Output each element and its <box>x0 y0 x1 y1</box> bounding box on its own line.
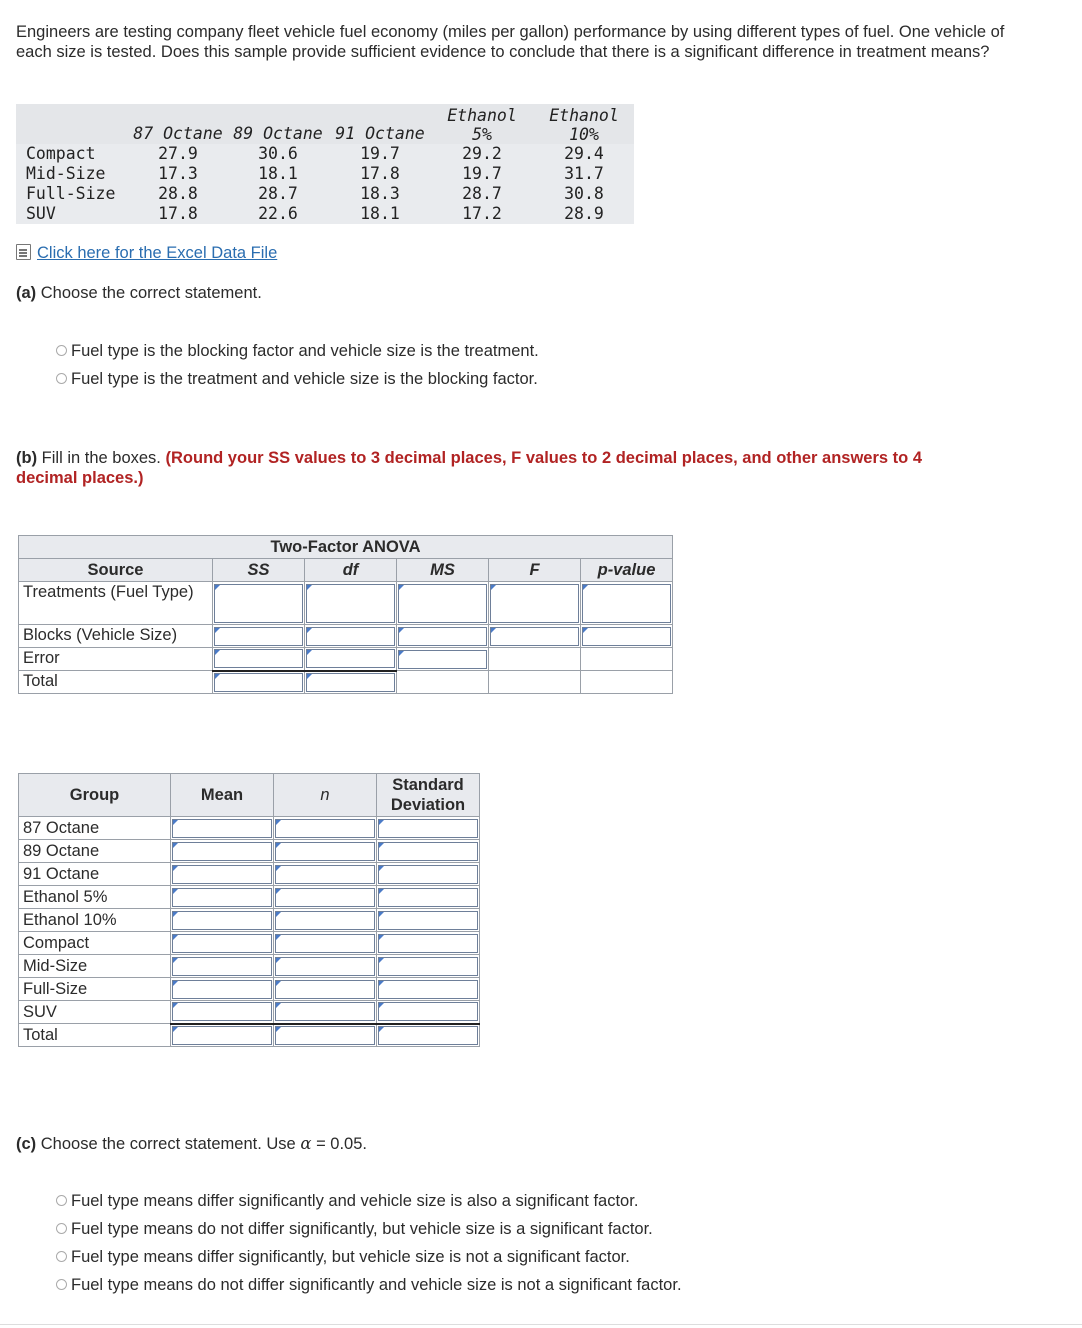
cell: 17.3 <box>130 164 226 184</box>
table-row <box>19 648 673 671</box>
n-input[interactable] <box>275 934 375 953</box>
cell: 28.9 <box>534 204 634 224</box>
n-input[interactable] <box>275 1002 375 1021</box>
cell: 28.7 <box>430 184 534 204</box>
radio-button[interactable] <box>56 345 67 356</box>
df-cell <box>305 625 397 648</box>
option-label: Fuel type means do not differ significantly and vehicle size is not a significant factor. <box>71 1276 682 1294</box>
mean-input[interactable] <box>172 980 272 999</box>
sd-cell <box>377 955 480 978</box>
mean-input[interactable] <box>172 911 272 930</box>
pvalue-input[interactable] <box>582 627 671 646</box>
sd-input[interactable] <box>378 888 478 907</box>
pvalue-cell <box>581 582 673 625</box>
ss-cell <box>213 671 305 694</box>
sd-input[interactable] <box>378 1002 478 1021</box>
ms-cell <box>397 648 489 671</box>
table-row <box>19 1001 480 1024</box>
n-cell <box>274 817 377 840</box>
mean-cell <box>171 817 274 840</box>
mean-input[interactable] <box>172 865 272 884</box>
sd-input[interactable] <box>378 1026 478 1045</box>
n-input[interactable] <box>275 819 375 838</box>
n-cell <box>274 955 377 978</box>
anova-title: Two-Factor ANOVA <box>19 536 673 559</box>
alpha-value: = 0.05. <box>316 1135 367 1153</box>
mean-cell <box>171 1024 274 1047</box>
part-b-label: (b) <box>16 449 38 467</box>
mean-cell <box>171 863 274 886</box>
n-input[interactable] <box>275 957 375 976</box>
n-input[interactable] <box>275 888 375 907</box>
ms-cell <box>397 625 489 648</box>
table-row <box>16 164 634 184</box>
empty-cell <box>581 671 673 694</box>
ss-input[interactable] <box>214 649 303 668</box>
ms-input[interactable] <box>398 584 487 623</box>
part-c-prompt <box>16 1134 367 1154</box>
option-label: Fuel type means differ significantly and vehicle size is also a significant factor. <box>71 1192 639 1210</box>
df-cell <box>305 671 397 694</box>
table-row <box>19 1024 480 1047</box>
n-input[interactable] <box>275 1026 375 1045</box>
n-cell <box>274 1001 377 1024</box>
radio-button[interactable] <box>56 1251 67 1262</box>
part-c-option[interactable] <box>56 1276 682 1295</box>
cell: 18.3 <box>330 184 430 204</box>
sd-cell <box>377 840 480 863</box>
sd-cell <box>377 932 480 955</box>
group-header: Mean <box>171 774 274 817</box>
mean-input[interactable] <box>172 1002 272 1021</box>
fuel-data-table <box>16 104 634 224</box>
n-cell <box>274 978 377 1001</box>
group-label: Full-Size <box>19 978 171 1001</box>
anova-source: Error <box>19 648 213 671</box>
radio-button[interactable] <box>56 1195 67 1206</box>
mean-cell <box>171 886 274 909</box>
group-label: Ethanol 10% <box>19 909 171 932</box>
divider <box>0 1324 1082 1325</box>
anova-table <box>18 535 673 694</box>
f-input[interactable] <box>490 627 579 646</box>
cell: 18.1 <box>330 204 430 224</box>
cell: 29.4 <box>534 144 634 164</box>
empty-cell <box>397 671 489 694</box>
df-input[interactable] <box>306 673 395 692</box>
row-label: SUV <box>16 204 130 224</box>
cell: 18.1 <box>226 164 330 184</box>
sd-cell <box>377 863 480 886</box>
table-row <box>19 625 673 648</box>
table-row <box>19 582 673 625</box>
cell: 29.2 <box>430 144 534 164</box>
part-c-text: Choose the correct statement. Use <box>40 1135 296 1153</box>
n-input[interactable] <box>275 842 375 861</box>
sd-cell <box>377 1001 480 1024</box>
df-cell <box>305 648 397 671</box>
table-row <box>16 204 634 224</box>
row-label: Compact <box>16 144 130 164</box>
mean-cell <box>171 978 274 1001</box>
group-header: Standard Deviation <box>377 774 480 817</box>
part-c-option[interactable] <box>56 1192 638 1211</box>
option-label: Fuel type is the treatment and vehicle size is the blocking factor. <box>71 370 538 388</box>
part-b-prompt <box>16 448 976 488</box>
sd-input[interactable] <box>378 980 478 999</box>
cell: 17.8 <box>130 204 226 224</box>
empty-cell <box>489 648 581 671</box>
part-a-prompt <box>16 284 262 303</box>
sd-cell <box>377 817 480 840</box>
cell: 28.7 <box>226 184 330 204</box>
cell: 17.8 <box>330 164 430 184</box>
group-header: Group <box>19 774 171 817</box>
mean-input[interactable] <box>172 1026 272 1045</box>
empty-cell <box>489 671 581 694</box>
col-header <box>534 104 634 144</box>
df-input[interactable] <box>306 627 395 646</box>
sd-cell <box>377 978 480 1001</box>
sd-cell <box>377 1024 480 1047</box>
f-input[interactable] <box>490 584 579 623</box>
cell: 22.6 <box>226 204 330 224</box>
part-a-option[interactable] <box>56 342 539 361</box>
table-row <box>19 840 480 863</box>
mean-cell <box>171 955 274 978</box>
cell: 28.8 <box>130 184 226 204</box>
pvalue-cell <box>581 625 673 648</box>
group-label: 91 Octane <box>19 863 171 886</box>
table-row <box>19 817 480 840</box>
mean-cell <box>171 1001 274 1024</box>
anova-header: MS <box>397 559 489 582</box>
ms-input[interactable] <box>398 627 487 646</box>
table-row <box>19 955 480 978</box>
cell: 30.8 <box>534 184 634 204</box>
anova-source: Total <box>19 671 213 694</box>
anova-header: F <box>489 559 581 582</box>
excel-data-link[interactable] <box>16 244 277 263</box>
group-label: 89 Octane <box>19 840 171 863</box>
f-cell <box>489 625 581 648</box>
option-label: Fuel type is the blocking factor and vehicle size is the treatment. <box>71 342 539 360</box>
n-cell <box>274 909 377 932</box>
pvalue-input[interactable] <box>582 584 671 623</box>
part-c-option[interactable] <box>56 1220 653 1239</box>
cell: 17.2 <box>430 204 534 224</box>
rounding-instruction: (Round your SS values to 3 decimal places, F values to 2 decimal places, and other answers to 4 decimal places.) <box>16 449 923 487</box>
cell: 19.7 <box>430 164 534 184</box>
corner-cell <box>16 104 130 144</box>
option-label: Fuel type means differ significantly, but vehicle size is not a significant factor. <box>71 1248 630 1266</box>
anova-source: Treatments (Fuel Type) <box>19 582 213 625</box>
cell: 31.7 <box>534 164 634 184</box>
mean-input[interactable] <box>172 888 272 907</box>
df-cell <box>305 582 397 625</box>
anova-source: Blocks (Vehicle Size) <box>19 625 213 648</box>
group-header: n <box>274 774 377 817</box>
df-input[interactable] <box>306 584 395 623</box>
part-a-text: Choose the correct statement. <box>40 284 262 302</box>
anova-header: Source <box>19 559 213 582</box>
radio-button[interactable] <box>56 1223 67 1234</box>
mean-input[interactable] <box>172 957 272 976</box>
empty-cell <box>581 648 673 671</box>
option-label: Fuel type means do not differ significantly, but vehicle size is a significant factor. <box>71 1220 653 1238</box>
col-header: 87 Octane <box>130 104 226 144</box>
n-input[interactable] <box>275 865 375 884</box>
radio-button[interactable] <box>56 1279 67 1290</box>
ss-input[interactable] <box>214 627 303 646</box>
table-row <box>19 671 673 694</box>
n-cell <box>274 886 377 909</box>
col-header <box>430 104 534 144</box>
anova-header: df <box>305 559 397 582</box>
part-c-label: (c) <box>16 1135 37 1153</box>
ss-cell <box>213 582 305 625</box>
col-header: 91 Octane <box>330 104 430 144</box>
sd-input[interactable] <box>378 934 478 953</box>
sd-input[interactable] <box>378 911 478 930</box>
alpha-symbol: α <box>300 1134 312 1153</box>
part-a-label: (a) <box>16 284 37 302</box>
group-label: Ethanol 5% <box>19 886 171 909</box>
ms-input[interactable] <box>398 650 487 669</box>
group-label: Mid-Size <box>19 955 171 978</box>
sd-cell <box>377 886 480 909</box>
sd-input[interactable] <box>378 865 478 884</box>
sd-input[interactable] <box>378 957 478 976</box>
mean-cell <box>171 932 274 955</box>
table-row <box>19 978 480 1001</box>
group-label: SUV <box>19 1001 171 1024</box>
n-cell <box>274 932 377 955</box>
n-cell <box>274 863 377 886</box>
document-icon <box>16 244 31 260</box>
anova-header: p-value <box>581 559 673 582</box>
radio-button[interactable] <box>56 373 67 384</box>
cell: 30.6 <box>226 144 330 164</box>
table-row <box>16 144 634 164</box>
mean-cell <box>171 909 274 932</box>
part-c-option[interactable] <box>56 1248 630 1267</box>
table-row <box>19 909 480 932</box>
group-label: 87 Octane <box>19 817 171 840</box>
mean-input[interactable] <box>172 819 272 838</box>
ms-cell <box>397 582 489 625</box>
col-header-line: Ethanol 5% <box>447 106 517 144</box>
mean-input[interactable] <box>172 934 272 953</box>
cell: 27.9 <box>130 144 226 164</box>
sd-input[interactable] <box>378 842 478 861</box>
group-label: Compact <box>19 932 171 955</box>
sd-input[interactable] <box>378 819 478 838</box>
anova-header: SS <box>213 559 305 582</box>
table-row <box>19 863 480 886</box>
table-row <box>19 932 480 955</box>
n-input[interactable] <box>275 911 375 930</box>
table-row <box>16 184 634 204</box>
row-label: Mid-Size <box>16 164 130 184</box>
excel-link-text[interactable]: Click here for the Excel Data File <box>37 244 278 262</box>
ss-input[interactable] <box>214 673 303 692</box>
part-a-option[interactable] <box>56 370 538 389</box>
n-cell <box>274 1024 377 1047</box>
sd-cell <box>377 909 480 932</box>
problem-intro: Engineers are testing company fleet vehicle fuel economy (miles per gallon) performance by using different types of fuel. One vehicle of each size is tested. Does this sample provide sufficient evidence to conclude that there is a significant difference in treatment means? <box>16 23 1005 61</box>
col-header-line: Ethanol 10% <box>549 106 619 144</box>
mean-cell <box>171 840 274 863</box>
group-stats-table <box>18 773 480 1047</box>
table-row <box>19 886 480 909</box>
cell: 19.7 <box>330 144 430 164</box>
group-label: Total <box>19 1024 171 1047</box>
df-input[interactable] <box>306 649 395 668</box>
part-b-text: Fill in the boxes. <box>41 449 161 467</box>
f-cell <box>489 582 581 625</box>
n-cell <box>274 840 377 863</box>
ss-cell <box>213 648 305 671</box>
n-input[interactable] <box>275 980 375 999</box>
row-label: Full-Size <box>16 184 130 204</box>
mean-input[interactable] <box>172 842 272 861</box>
col-header: 89 Octane <box>226 104 330 144</box>
ss-input[interactable] <box>214 584 303 623</box>
ss-cell <box>213 625 305 648</box>
